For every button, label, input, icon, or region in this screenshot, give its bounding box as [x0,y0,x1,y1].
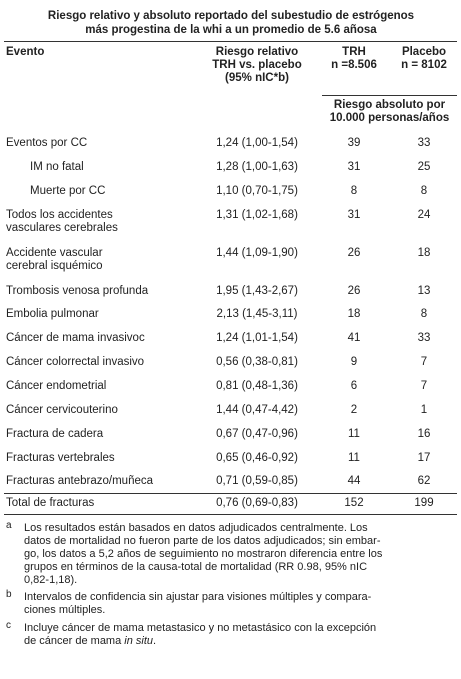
row-trh: 31 [347,209,361,221]
row-trh: 18 [347,308,361,320]
title-line-1: Riesgo relativo y absoluto reportado del subestudio de estrógenos [47,10,415,22]
footnote-c: c Incluye cáncer de mama metastasico y no metastásico con la excepción de cáncer de mama in situ. [6,620,377,647]
row-evento: Cáncer de mama invasivoc [6,332,145,344]
row-evento: Fracturas antebrazo/muñeca [6,475,154,487]
row-evento: Todos los accidentes vasculares cerebrales [6,209,118,234]
subheader-rule [322,95,457,96]
row-trh-total: 152 [344,497,364,509]
row-rr: 1,10 (0,70-1,75) [216,185,298,197]
header-placebo: Placebo n = 8102 [401,46,447,71]
header-riesgo-relativo: Riesgo relativo TRH vs. placebo (95% nIC*b) [212,46,302,84]
row-rr: 1,24 (1,01-1,54) [216,332,298,344]
row-placebo: 13 [417,285,431,297]
row-trh: 6 [350,380,358,392]
row-trh: 39 [347,137,361,149]
row-rr: 0,65 (0,46-0,92) [216,452,298,464]
row-trh: 9 [350,356,358,368]
row-evento: Trombosis venosa profunda [6,285,149,297]
row-rr: 0,56 (0,38-0,81) [216,356,298,368]
row-trh: 31 [347,161,361,173]
row-placebo: 33 [417,137,431,149]
row-trh: 41 [347,332,361,344]
row-placebo: 25 [417,161,431,173]
row-rr: 1,31 (1,02-1,68) [216,209,298,221]
row-evento: Eventos por CC [6,137,88,149]
footnote-b: b Intervalos de confidencia sin ajustar para visiones múltiples y compara- ciones múltiples. [6,589,372,616]
row-evento: Cáncer cervicouterino [6,404,118,416]
row-rr: 1,24 (1,00-1,54) [216,137,298,149]
top-rule [4,41,457,42]
row-placebo: 7 [420,380,428,392]
row-evento-total: Total de fracturas [6,497,95,509]
row-placebo: 1 [420,404,428,416]
row-placebo: 24 [417,209,431,221]
row-rr-total: 0,76 (0,69-0,83) [216,497,298,509]
total-rule [4,493,457,494]
row-trh: 26 [347,247,361,259]
row-placebo: 18 [417,247,431,259]
title-line-2: más progestina de la whi a un promedio de 5.6 añosa [85,24,377,36]
header-evento: Evento [6,46,45,58]
row-evento: Embolia pulmonar [6,308,99,320]
row-rr: 1,95 (1,43-2,67) [216,285,298,297]
row-trh: 44 [347,475,361,487]
row-placebo: 62 [417,475,431,487]
bottom-rule [4,514,457,515]
row-trh: 26 [347,285,361,297]
header-trh: TRH n =8.506 [331,46,377,71]
row-rr: 0,81 (0,48-1,36) [216,380,298,392]
row-trh: 8 [350,185,358,197]
row-rr: 1,44 (1,09-1,90) [216,247,298,259]
footnote-a: a Los resultados están basados en datos adjudicados centralmente. Los datos de mortalidad no fueron parte de los datos adjudicados; sin embar- go, los datos a 5,2 años de seguimiento no mostraron diferencia entre los grupos en términos de la causa-total de mortalidad (RR 0.98, 95% nIC 0,82-1,18). [6,520,383,586]
row-placebo-total: 199 [414,497,434,509]
row-placebo: 8 [420,308,428,320]
table-title [10,9,452,37]
row-trh: 11 [348,428,360,440]
row-evento: Cáncer colorrectal invasivo [6,356,145,368]
row-rr: 0,71 (0,59-0,85) [216,475,298,487]
row-evento: Fracturas vertebrales [6,452,115,464]
row-trh: 2 [350,404,358,416]
row-rr: 0,67 (0,47-0,96) [216,428,298,440]
row-rr: 2,13 (1,45-3,11) [216,308,298,320]
row-placebo: 8 [420,185,428,197]
row-placebo: 16 [417,428,431,440]
row-rr: 1,28 (1,00-1,63) [216,161,298,173]
row-placebo: 33 [417,332,431,344]
row-evento: IM no fatal [30,161,84,173]
row-evento: Cáncer endometrial [6,380,107,392]
row-rr: 1,44 (0,47-4,42) [216,404,298,416]
row-evento: Muerte por CC [30,185,106,197]
row-trh: 11 [348,452,360,464]
header-riesgo-absoluto: Riesgo absoluto por 10.000 personas/años [329,99,450,124]
row-evento: Accidente vascular cerebral isquémico [6,247,103,272]
row-placebo: 7 [420,356,428,368]
row-evento: Fractura de cadera [6,428,104,440]
row-placebo: 17 [417,452,431,464]
